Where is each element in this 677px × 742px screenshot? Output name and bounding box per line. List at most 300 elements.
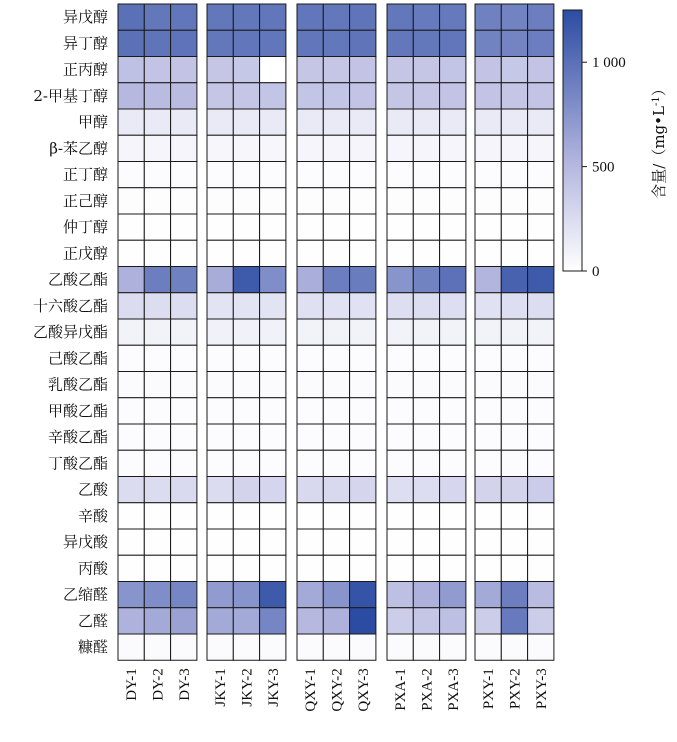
heatmap-cell	[387, 503, 413, 529]
heatmap-cell	[260, 240, 286, 266]
heatmap-cell	[501, 293, 527, 319]
heatmap-cell	[233, 109, 259, 135]
heatmap-cell	[528, 450, 554, 476]
column-labels	[124, 668, 550, 711]
row-label: 异戊酸	[62, 533, 108, 552]
heatmap-cell	[350, 634, 376, 660]
column-label: QXY-3	[355, 668, 372, 712]
heatmap-cell	[323, 372, 349, 398]
heatmap-cell	[387, 135, 413, 161]
heatmap-cell	[118, 555, 144, 581]
heatmap-cell	[207, 450, 233, 476]
heatmap-cell	[475, 345, 501, 371]
heatmap-cell	[297, 582, 323, 608]
heatmap-cell	[233, 293, 259, 319]
heatmap-cell	[171, 608, 197, 634]
heatmap-cell	[233, 424, 259, 450]
heatmap-cell	[440, 57, 466, 83]
heatmap-cell	[501, 477, 527, 503]
heatmap-cell	[260, 135, 286, 161]
heatmap-cell	[233, 529, 259, 555]
heatmap-cell	[233, 162, 259, 188]
heatmap-cell	[171, 240, 197, 266]
heatmap-cell	[207, 398, 233, 424]
heatmap-cell	[350, 57, 376, 83]
heatmap-cell	[233, 319, 259, 345]
heatmap-cell	[387, 240, 413, 266]
heatmap-cell	[323, 188, 349, 214]
column-label: JKY-2	[239, 668, 256, 707]
heatmap-cell	[118, 188, 144, 214]
heatmap-cell	[118, 398, 144, 424]
heatmap-cell	[387, 188, 413, 214]
heatmap-cell	[233, 135, 259, 161]
heatmap-cell	[297, 109, 323, 135]
column-label: DY-1	[124, 668, 141, 701]
heatmap-cell	[501, 503, 527, 529]
heatmap-cell	[323, 555, 349, 581]
heatmap-cell	[171, 555, 197, 581]
heatmap-cell	[118, 634, 144, 660]
row-label: 乙酸	[77, 480, 108, 499]
heatmap-cell	[207, 319, 233, 345]
heatmap-cell	[171, 188, 197, 214]
heatmap-cell	[118, 4, 144, 30]
heatmap-cell	[171, 582, 197, 608]
heatmap-cell	[323, 503, 349, 529]
heatmap-cell	[440, 582, 466, 608]
heatmap-cell	[413, 477, 439, 503]
heatmap-cell	[233, 345, 259, 371]
heatmap-cell	[387, 398, 413, 424]
heatmap-cell	[297, 4, 323, 30]
heatmap-cell	[413, 372, 439, 398]
heatmap-cell	[233, 83, 259, 109]
heatmap-cell	[413, 582, 439, 608]
heatmap-cell	[297, 345, 323, 371]
heatmap-cell	[501, 30, 527, 56]
heatmap-cell	[207, 57, 233, 83]
heatmap-cell	[440, 372, 466, 398]
heatmap-cell	[440, 293, 466, 319]
heatmap-cell	[118, 109, 144, 135]
heatmap-cell	[260, 529, 286, 555]
heatmap-cell	[350, 477, 376, 503]
heatmap-cell	[440, 634, 466, 660]
heatmap-cell	[297, 319, 323, 345]
heatmap-cell	[260, 477, 286, 503]
heatmap-cell	[350, 214, 376, 240]
heatmap-cell	[118, 214, 144, 240]
heatmap-cell	[475, 634, 501, 660]
heatmap-cell	[475, 83, 501, 109]
column-label: PXY-3	[533, 668, 550, 710]
heatmap-cell	[297, 293, 323, 319]
heatmap-cell	[475, 135, 501, 161]
colorbar-gradient	[563, 10, 582, 271]
heatmap-cell	[323, 345, 349, 371]
heatmap-cell	[297, 477, 323, 503]
heatmap-cell	[297, 240, 323, 266]
row-label: 正丙醇	[62, 60, 108, 79]
heatmap-cell	[501, 582, 527, 608]
heatmap-cell	[440, 135, 466, 161]
heatmap-cell	[323, 240, 349, 266]
heatmap-cell	[350, 4, 376, 30]
heatmap-cell	[350, 188, 376, 214]
row-label: 甲醇	[77, 113, 108, 132]
heatmap-cell	[260, 109, 286, 135]
heatmap-cell	[528, 398, 554, 424]
heatmap-cell	[501, 135, 527, 161]
heatmap-cell	[350, 555, 376, 581]
heatmap-cell	[171, 57, 197, 83]
heatmap-cell	[233, 30, 259, 56]
row-label: β-苯乙醇	[49, 139, 108, 158]
heatmap-cell	[118, 30, 144, 56]
heatmap-cell	[387, 30, 413, 56]
row-labels	[33, 8, 109, 656]
heatmap-cell	[387, 214, 413, 240]
heatmap-cell	[323, 109, 349, 135]
heatmap-cell	[207, 424, 233, 450]
heatmap-cell	[501, 424, 527, 450]
heatmap-cell	[323, 582, 349, 608]
heatmap-cell	[260, 188, 286, 214]
heatmap-cell	[118, 293, 144, 319]
heatmap-cell	[260, 319, 286, 345]
heatmap-cell	[528, 477, 554, 503]
heatmap-cell	[413, 188, 439, 214]
heatmap-cell	[207, 608, 233, 634]
heatmap-cell	[440, 529, 466, 555]
heatmap-cell	[475, 503, 501, 529]
heatmap-cell	[528, 503, 554, 529]
heatmap-cell	[323, 30, 349, 56]
heatmap-cell	[440, 503, 466, 529]
heatmap-cell	[118, 240, 144, 266]
heatmap-cell	[207, 135, 233, 161]
colorbar-title-close: ）	[650, 81, 668, 97]
heatmap-cell	[144, 582, 170, 608]
heatmap-cell	[440, 319, 466, 345]
heatmap-cell	[440, 450, 466, 476]
heatmap-cell	[233, 634, 259, 660]
heatmap-cell	[413, 30, 439, 56]
row-label: 辛酸乙酯	[47, 428, 108, 447]
heatmap-cell	[350, 398, 376, 424]
heatmap-cell	[233, 477, 259, 503]
heatmap-cell	[260, 398, 286, 424]
heatmap-cell	[413, 83, 439, 109]
heatmap-cell	[350, 240, 376, 266]
heatmap-cell	[233, 57, 259, 83]
row-label: 己酸乙酯	[47, 349, 108, 368]
heatmap-cell	[171, 634, 197, 660]
heatmap-cell	[440, 162, 466, 188]
heatmap-cell	[144, 214, 170, 240]
heatmap-cell	[118, 450, 144, 476]
heatmap-cell	[440, 188, 466, 214]
row-label: 甲酸乙酯	[47, 401, 108, 420]
heatmap-cell	[171, 83, 197, 109]
heatmap-cell	[528, 109, 554, 135]
heatmap-cell	[350, 529, 376, 555]
column-label: JKY-1	[213, 668, 230, 707]
heatmap-cell	[171, 398, 197, 424]
heatmap-cell	[171, 477, 197, 503]
heatmap-cell	[207, 240, 233, 266]
heatmap-cell	[207, 477, 233, 503]
heatmap-cell	[144, 345, 170, 371]
heatmap-cell	[144, 555, 170, 581]
heatmap-cell	[144, 424, 170, 450]
heatmap-cell	[144, 398, 170, 424]
heatmap-cell	[260, 83, 286, 109]
colorbar-tick-label: 500	[592, 159, 615, 176]
heatmap-cell	[297, 450, 323, 476]
heatmap-cell	[323, 634, 349, 660]
heatmap-cell	[207, 293, 233, 319]
column-label: PXA-1	[393, 668, 410, 711]
heatmap-cell	[323, 398, 349, 424]
heatmap-cell	[528, 608, 554, 634]
heatmap-cell	[207, 345, 233, 371]
heatmap-cell	[528, 30, 554, 56]
heatmap-cell	[501, 83, 527, 109]
heatmap-cell	[171, 267, 197, 293]
heatmap-cell	[297, 555, 323, 581]
heatmap-cell	[144, 477, 170, 503]
heatmap-cell	[413, 503, 439, 529]
heatmap-cell	[207, 267, 233, 293]
heatmap-cell	[387, 372, 413, 398]
heatmap-cell	[501, 188, 527, 214]
heatmap-cell	[118, 503, 144, 529]
row-label: 正丁醇	[62, 165, 108, 184]
heatmap-cell	[440, 30, 466, 56]
heatmap-cell	[475, 450, 501, 476]
heatmap-cell	[413, 398, 439, 424]
heatmap-cell	[501, 608, 527, 634]
heatmap-cell	[413, 135, 439, 161]
heatmap-cell	[350, 503, 376, 529]
heatmap-cell	[171, 503, 197, 529]
heatmap-cell	[171, 450, 197, 476]
row-label: 辛酸	[77, 506, 108, 525]
heatmap-cell	[171, 345, 197, 371]
heatmap-cell	[233, 214, 259, 240]
heatmap-cell	[260, 4, 286, 30]
row-label: 异戊醇	[62, 8, 108, 27]
heatmap-cell	[297, 57, 323, 83]
column-label: DY-2	[150, 668, 167, 701]
column-label: PXA-3	[445, 668, 462, 711]
heatmap-cell	[440, 109, 466, 135]
heatmap-cell	[260, 582, 286, 608]
heatmap-cell	[387, 162, 413, 188]
column-label: QXY-1	[303, 668, 320, 712]
heatmap-cell	[171, 30, 197, 56]
heatmap-cell	[350, 109, 376, 135]
heatmap-cell	[171, 214, 197, 240]
column-label: QXY-2	[329, 668, 346, 712]
heatmap-cell	[413, 634, 439, 660]
heatmap-cell	[440, 477, 466, 503]
heatmap-cell	[297, 30, 323, 56]
heatmap-cell	[350, 135, 376, 161]
heatmap-cell	[440, 398, 466, 424]
heatmap-cell	[475, 162, 501, 188]
heatmap-cell	[501, 555, 527, 581]
heatmap-cell	[501, 109, 527, 135]
heatmap-cell	[144, 529, 170, 555]
heatmap-cell	[144, 83, 170, 109]
colorbar-tick-label: 1 000	[592, 55, 626, 72]
heatmap-cell	[350, 345, 376, 371]
heatmap-cell	[528, 83, 554, 109]
heatmap-cell	[475, 30, 501, 56]
heatmap-cell	[323, 83, 349, 109]
heatmap-cell	[297, 503, 323, 529]
heatmap-cell	[323, 135, 349, 161]
heatmap-cell	[171, 372, 197, 398]
heatmap-cell	[475, 240, 501, 266]
colorbar-title-main: 含量/（mg•L	[650, 106, 668, 199]
heatmap-cell	[260, 634, 286, 660]
heatmap-cell	[171, 424, 197, 450]
heatmap-cell	[528, 372, 554, 398]
colorbar	[563, 10, 668, 280]
heatmap-cell	[475, 319, 501, 345]
heatmap-cell	[475, 188, 501, 214]
heatmap-cell	[350, 162, 376, 188]
heatmap-cell	[440, 4, 466, 30]
heatmap-cell	[118, 529, 144, 555]
heatmap-cell	[260, 503, 286, 529]
heatmap-cell	[528, 57, 554, 83]
heatmap-cell	[297, 424, 323, 450]
heatmap-cell	[475, 214, 501, 240]
heatmap-cell	[413, 529, 439, 555]
heatmap-cell	[297, 83, 323, 109]
heatmap-cell	[501, 319, 527, 345]
heatmap-cell	[387, 4, 413, 30]
heatmap-cell	[387, 555, 413, 581]
heatmap-cell	[207, 529, 233, 555]
heatmap-cell	[260, 162, 286, 188]
heatmap-cell	[323, 424, 349, 450]
heatmap-cell	[171, 529, 197, 555]
heatmap-cell	[260, 555, 286, 581]
heatmap-cell	[501, 162, 527, 188]
heatmap-cell	[528, 188, 554, 214]
heatmap-cell	[350, 608, 376, 634]
column-label: DY-3	[176, 668, 193, 701]
heatmap-cell	[207, 582, 233, 608]
heatmap-cell	[501, 214, 527, 240]
heatmap-cell	[297, 188, 323, 214]
heatmap-cell	[413, 293, 439, 319]
heatmap-cell	[118, 135, 144, 161]
heatmap-cell	[387, 319, 413, 345]
heatmap-cell	[475, 424, 501, 450]
heatmap-cell	[387, 634, 413, 660]
colorbar-ticks	[582, 55, 626, 280]
heatmap-cell	[260, 450, 286, 476]
heatmap-cell	[297, 529, 323, 555]
heatmap-cell	[475, 555, 501, 581]
heatmap-cell	[144, 503, 170, 529]
heatmap-cell	[528, 555, 554, 581]
row-label: 正己醇	[62, 191, 108, 210]
heatmap-cell	[144, 30, 170, 56]
heatmap-cell	[260, 57, 286, 83]
row-label: 乙酸乙酯	[47, 270, 108, 289]
heatmap-cell	[323, 319, 349, 345]
heatmap-cell	[350, 30, 376, 56]
heatmap-cell	[387, 477, 413, 503]
heatmap-cell	[475, 608, 501, 634]
heatmap-cell	[260, 30, 286, 56]
heatmap-cell	[144, 372, 170, 398]
heatmap-cell	[144, 450, 170, 476]
heatmap-cell	[528, 293, 554, 319]
heatmap-cell	[297, 634, 323, 660]
heatmap-cell	[233, 503, 259, 529]
row-label: 2-甲基丁醇	[33, 86, 108, 105]
heatmap-cell	[323, 450, 349, 476]
heatmap-cell	[475, 529, 501, 555]
colorbar-tick-label: 0	[592, 264, 600, 280]
heatmap-cell	[350, 267, 376, 293]
heatmap-cell	[144, 267, 170, 293]
heatmap-cell	[144, 608, 170, 634]
heatmap-cell	[501, 4, 527, 30]
heatmap-cell	[440, 240, 466, 266]
heatmap-cell	[501, 634, 527, 660]
heatmap-cell	[440, 608, 466, 634]
heatmap-cell	[387, 424, 413, 450]
row-label: 正戊醇	[62, 244, 108, 263]
heatmap-cell	[475, 477, 501, 503]
heatmap-cell	[387, 83, 413, 109]
heatmap-cell	[528, 214, 554, 240]
heatmap-cell	[528, 135, 554, 161]
heatmap-cell	[118, 608, 144, 634]
heatmap-cell	[413, 214, 439, 240]
heatmap-cell	[171, 135, 197, 161]
heatmap-cell	[118, 477, 144, 503]
heatmap-cell	[413, 608, 439, 634]
heatmap-cell	[501, 345, 527, 371]
heatmap-cell	[440, 424, 466, 450]
heatmap-cell	[501, 529, 527, 555]
heatmap-cell	[233, 372, 259, 398]
heatmap-cell	[233, 582, 259, 608]
column-label: PXY-2	[507, 668, 524, 710]
heatmap-cell	[475, 582, 501, 608]
heatmap-cell	[207, 214, 233, 240]
heatmap-cell	[260, 293, 286, 319]
heatmap-cell	[233, 267, 259, 293]
heatmap-cell	[297, 162, 323, 188]
heatmap-cell	[323, 293, 349, 319]
heatmap-cell	[118, 424, 144, 450]
heatmap-cell	[144, 240, 170, 266]
heatmap-cell	[475, 398, 501, 424]
heatmap-cell	[233, 450, 259, 476]
